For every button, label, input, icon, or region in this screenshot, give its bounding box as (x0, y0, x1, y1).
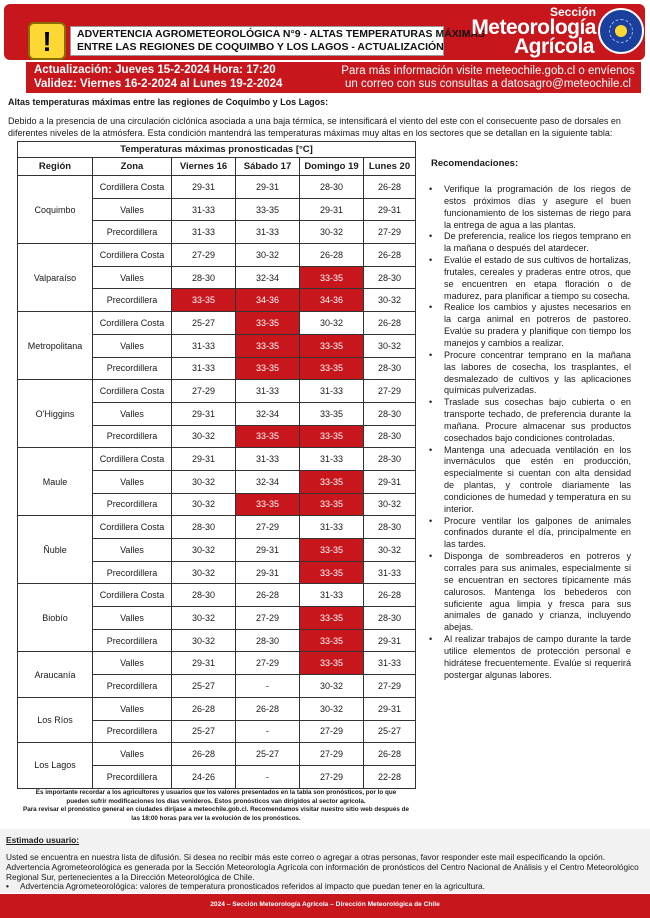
footer: 2024 – Sección Meteorología Agrícola – Dirección Meteorológica de Chile (0, 894, 650, 918)
temperature-cell: 33-35 (300, 425, 364, 448)
temperature-cell: 30-32 (172, 629, 236, 652)
temperature-cell: 27-29 (300, 743, 364, 766)
temperature-cell: 31-33 (300, 516, 364, 539)
recommendation-item: • Disponga de sombreaderos en potreros y corrales para sus animales, especialmente si se encuentran en sectores típicamente más calurosos. Mantenga los bebederos con suficiente agua limpia y fresca para sus animales de ganado y crianza, incluyendo abejas. (429, 551, 631, 633)
temperature-cell: 29-31 (364, 629, 416, 652)
temperature-cell: 27-29 (236, 607, 300, 630)
zone-cell: Valles (93, 198, 172, 221)
temperature-cell: 31-33 (300, 380, 364, 403)
bulletin-title (70, 26, 486, 56)
temperature-cell: 33-35 (300, 402, 364, 425)
temperature-cell: 30-32 (300, 675, 364, 698)
temperature-cell: 28-30 (364, 357, 416, 380)
intro-lead: Altas temperaturas máximas entre las regiones de Coquimbo y Los Lagos: (8, 97, 329, 107)
temperature-cell: 28-30 (172, 516, 236, 539)
recommendation-item: • Al realizar trabajos de campo durante la tarde utilice elementos de protección personal e hidrátese frecuentemente. Evalúe si requerirá postergar algunas labores. (429, 634, 631, 680)
zone-cell: Valles (93, 334, 172, 357)
warning-icon: ! (28, 22, 66, 60)
region-cell: Metropolitana (18, 312, 93, 380)
temperature-cell: 33-35 (300, 652, 364, 675)
temperature-cell: 33-35 (300, 357, 364, 380)
zone-cell: Precordillera (93, 289, 172, 312)
temperature-cell: 31-33 (172, 357, 236, 380)
temperature-cell: 29-31 (364, 198, 416, 221)
info-box (335, 62, 641, 93)
zone-cell: Cordillera Costa (93, 312, 172, 335)
temperature-cell: 27-29 (364, 380, 416, 403)
temperature-cell: 26-28 (364, 312, 416, 335)
temperature-cell: 30-32 (300, 221, 364, 244)
temperature-cell: 28-30 (172, 584, 236, 607)
temperature-cell: 28-30 (364, 425, 416, 448)
bullet-icon: • (429, 184, 433, 194)
temperature-cell: 28-30 (364, 607, 416, 630)
temperature-cell: 25-27 (172, 720, 236, 743)
temperature-cell: 29-31 (236, 561, 300, 584)
temperature-cell: 29-31 (172, 402, 236, 425)
recommendations-list (423, 184, 631, 681)
table-row (18, 584, 416, 607)
temperature-cell: 30-32 (172, 607, 236, 630)
temperature-cell: 30-32 (172, 539, 236, 562)
temperature-cell: 31-33 (236, 221, 300, 244)
bullet-icon: • (429, 397, 433, 408)
temperature-cell: 29-31 (172, 176, 236, 199)
temperature-cell: 26-28 (300, 244, 364, 267)
temperature-cell: 31-33 (236, 448, 300, 471)
definition-item: • Advertencia Agrometeorológica: valores de temperatura pronosticados referidos al impacto que puedan tener en la agricultura. (6, 881, 485, 891)
zone-cell: Valles (93, 743, 172, 766)
zone-cell: Precordillera (93, 221, 172, 244)
temperature-cell: 33-35 (300, 629, 364, 652)
seal-icon (598, 8, 644, 54)
zone-cell: Precordillera (93, 425, 172, 448)
temperature-cell: - (236, 675, 300, 698)
temperature-cell: 26-28 (172, 743, 236, 766)
zone-cell: Cordillera Costa (93, 584, 172, 607)
temperature-cell: 29-31 (300, 198, 364, 221)
user-notice-title: Estimado usuario: (6, 835, 80, 845)
zone-cell: Valles (93, 607, 172, 630)
temperature-cell: 33-35 (300, 334, 364, 357)
temperature-cell: 33-35 (236, 334, 300, 357)
validity-line: Validez: Viernes 16-2-2024 al Lunes 19-2-2024 (34, 77, 283, 90)
temperature-cell: 30-32 (364, 334, 416, 357)
temperature-cell: 30-32 (300, 697, 364, 720)
recommendation-item: • Procure concentrar temprano en la mañana las labores de cosecha, los trasplantes, el desmalezado de cultivos y las aplicaciones químicas pulverizadas. (429, 349, 631, 396)
title-line-2: ENTRE LAS REGIONES DE COQUIMBO Y LOS LAGOS - ACTUALIZACIÓN (77, 41, 444, 53)
zone-cell: Valles (93, 697, 172, 720)
temperature-cell: 33-35 (236, 198, 300, 221)
temperature-cell: 27-29 (172, 380, 236, 403)
table-body (18, 176, 416, 789)
zone-cell: Cordillera Costa (93, 448, 172, 471)
table-row (18, 176, 416, 199)
temperature-cell: 28-30 (300, 176, 364, 199)
temperature-cell: 31-33 (172, 334, 236, 357)
temperature-cell: - (236, 765, 300, 788)
recommendations-title: Recomendaciones: (431, 158, 519, 169)
col-header-day-2: Sábado 17 (236, 158, 300, 176)
temperature-table (17, 141, 416, 789)
temperature-cell: 26-28 (236, 584, 300, 607)
temperature-cell: 30-32 (172, 561, 236, 584)
recommendation-item: • Realice los cambios y ajustes necesarios en la carga animal en potreros de pastoreo. Evalúe su pradera y planifique con tiempo los manejos y cambios a realizar. (429, 302, 631, 348)
bullet-icon: • (429, 231, 433, 242)
bullet-icon: • (429, 444, 433, 455)
temperature-cell: 26-28 (172, 697, 236, 720)
zone-cell: Precordillera (93, 357, 172, 380)
temperature-cell: 33-35 (300, 266, 364, 289)
recommendation-item: • Evalúe el estado de sus cultivos de hortalizas, frutales, cereales y praderas entre otros, que se encuentren en etapa floración o de madurez, para planificar a tiempo su cosecha. (429, 255, 631, 301)
temperature-cell: 25-27 (172, 312, 236, 335)
temperature-cell: 28-30 (364, 266, 416, 289)
zone-cell: Cordillera Costa (93, 176, 172, 199)
table-row (18, 448, 416, 471)
zone-cell: Valles (93, 470, 172, 493)
table-note: Es importante recordar a los agricultores y usuarios que los valores presentados en la tabla son pronósticos, por lo que pueden sufrir modificaciones los días venideros. Estos pronósticos van dirigidos al sector agrícola. Para revisar el pronóstico general en ciudades diríjase a meteochile.gob.cl. Recomendamos visitar nuestro sitio web después de las 18:00 horas para ver la evolución de los pronósticos. (23, 789, 409, 822)
info-line-1: Para más información visite meteochile.gob.cl o envíenos (341, 65, 635, 77)
zone-cell: Precordillera (93, 493, 172, 516)
table-row (18, 652, 416, 675)
zone-cell: Valles (93, 652, 172, 675)
region-cell: O'Higgins (18, 380, 93, 448)
info-line-2: un correo con sus consultas a datosagro@meteochile.cl (345, 78, 631, 90)
bullet-icon: • (429, 349, 433, 360)
temperature-cell: 31-33 (300, 584, 364, 607)
table-row (18, 743, 416, 766)
temperature-cell: 28-30 (364, 448, 416, 471)
temperature-cell: 29-31 (236, 176, 300, 199)
temperature-cell: 26-28 (236, 697, 300, 720)
temperature-cell: 28-30 (364, 516, 416, 539)
temperature-cell: 30-32 (172, 493, 236, 516)
col-header-day-3: Domingo 19 (300, 158, 364, 176)
temperature-cell: 31-33 (364, 652, 416, 675)
zone-cell: Cordillera Costa (93, 380, 172, 403)
temperature-cell: 25-27 (172, 675, 236, 698)
table-row (18, 697, 416, 720)
temperature-cell: 27-29 (236, 652, 300, 675)
temperature-cell: 32-34 (236, 266, 300, 289)
table-caption: Temperaturas máximas pronosticadas [°C] (18, 142, 416, 158)
temperature-cell: 27-29 (236, 516, 300, 539)
table-row (18, 312, 416, 335)
temperature-cell: 33-35 (236, 312, 300, 335)
temperature-cell: 29-31 (172, 448, 236, 471)
zone-cell: Precordillera (93, 629, 172, 652)
table-row (18, 380, 416, 403)
temperature-cell: 33-35 (300, 470, 364, 493)
temperature-cell: 25-27 (236, 743, 300, 766)
recommendation-item: • Procure ventilar los galpones de animales confinados durante el día, principalmente en las tardes. (429, 515, 631, 550)
region-cell: Valparaíso (18, 244, 93, 312)
temperature-cell: 26-28 (364, 176, 416, 199)
temperature-cell: 28-30 (364, 402, 416, 425)
zone-cell: Cordillera Costa (93, 244, 172, 267)
temperature-cell: 31-33 (172, 221, 236, 244)
temperature-cell: 29-31 (364, 470, 416, 493)
zone-cell: Precordillera (93, 765, 172, 788)
table-row (18, 244, 416, 267)
zone-cell: Precordillera (93, 720, 172, 743)
temperature-cell: 32-34 (236, 402, 300, 425)
region-cell: Maule (18, 448, 93, 516)
recommendation-item: • De preferencia, realice los riegos temprano en la mañana o después del atardecer. (429, 231, 631, 254)
temperature-cell: 30-32 (364, 539, 416, 562)
col-header-day-4: Lunes 20 (364, 158, 416, 176)
recommendation-item: • Mantenga una adecuada ventilación en los invernáculos que estén en producción, especialmente si cuentan con alta densidad de plantas, y controle diariamente las condiciones de humedad y temperatura en su interior. (429, 444, 631, 514)
intro-paragraph: Debido a la presencia de una circulación ciclónica asociada a una baja térmica, se intensificará el viento del este con el consecuente paso de dorsales en diferentes niveles de la atmósfera. Esta condición mantendrá las temperaturas máximas muy altas en los sectores que se detallan en la siguiente tabla: (8, 116, 621, 138)
temperature-cell: 30-32 (236, 244, 300, 267)
title-line-1: ADVERTENCIA AGROMETEOROLÓGICA N°9 - ALTAS TEMPERATURAS MÁXIMAS (77, 28, 486, 40)
temperature-cell: 33-35 (300, 493, 364, 516)
bullet-icon: • (429, 255, 433, 266)
col-header-day-1: Viernes 16 (172, 158, 236, 176)
temperature-cell: - (236, 720, 300, 743)
bullet-icon: • (429, 515, 433, 526)
temperature-cell: 26-28 (364, 743, 416, 766)
recommendation-item: • Verifique la programación de los riegos de estos próximos días y asegure el buen funcionamiento de los sistemas de riego para la entrega de agua a las plantas. (429, 184, 631, 230)
region-cell: Los Ríos (18, 697, 93, 742)
temperature-cell: 25-27 (364, 720, 416, 743)
bullet-icon: • (429, 634, 433, 645)
bullet-icon: • (429, 551, 433, 562)
temperature-cell: 28-30 (236, 629, 300, 652)
temperature-cell: 27-29 (364, 675, 416, 698)
temperature-cell: 31-33 (300, 448, 364, 471)
temperature-cell: 32-34 (236, 470, 300, 493)
temperature-cell: 34-36 (300, 289, 364, 312)
table-row (18, 516, 416, 539)
temperature-cell: 24-26 (172, 765, 236, 788)
temperature-cell: 29-31 (364, 697, 416, 720)
update-box (26, 62, 342, 93)
zone-cell: Valles (93, 539, 172, 562)
temperature-cell: 26-28 (364, 244, 416, 267)
col-header-region: Región (18, 158, 93, 176)
temperature-cell: 33-35 (236, 493, 300, 516)
temperature-cell: 31-33 (364, 561, 416, 584)
temperature-cell: 33-35 (236, 357, 300, 380)
temperature-cell: 27-29 (172, 244, 236, 267)
temperature-cell: 30-32 (364, 493, 416, 516)
bullet-icon: • (429, 302, 433, 313)
temperature-cell: 30-32 (300, 312, 364, 335)
temperature-cell: 27-29 (300, 720, 364, 743)
temperature-cell: 29-31 (172, 652, 236, 675)
temperature-cell: 33-35 (236, 425, 300, 448)
temperature-cell: 26-28 (364, 584, 416, 607)
temperature-cell: 30-32 (172, 470, 236, 493)
region-cell: Ñuble (18, 516, 93, 584)
temperature-cell: 33-35 (300, 539, 364, 562)
temperature-cell: 28-30 (172, 266, 236, 289)
user-notice-text: Usted se encuentra en nuestra lista de difusión. Si desea no recibir más este correo o agregar a otras personas, favor responder este mail especificando la opción. Advertencia Agrometeorológica es generada por la Sección Meteorología Agrícola con información de pronósticos del Centro Nacional de Análisis y el Centro Meteorológico Regional Sur, pertenecientes a la Dirección Meteorológica de Chile. (6, 852, 639, 882)
zone-cell: Precordillera (93, 561, 172, 584)
region-cell: Coquimbo (18, 176, 93, 244)
region-cell: Los Lagos (18, 743, 93, 788)
temperature-cell: 27-29 (364, 221, 416, 244)
zone-cell: Valles (93, 266, 172, 289)
region-cell: Araucanía (18, 652, 93, 697)
temperature-cell: 29-31 (236, 539, 300, 562)
zone-cell: Precordillera (93, 675, 172, 698)
temperature-cell: 34-36 (236, 289, 300, 312)
temperature-cell: 33-35 (300, 607, 364, 630)
col-header-zone: Zona (93, 158, 172, 176)
temperature-cell: 22-28 (364, 765, 416, 788)
temperature-cell: 33-35 (172, 289, 236, 312)
temperature-cell: 30-32 (364, 289, 416, 312)
zone-cell: Cordillera Costa (93, 516, 172, 539)
temperature-cell: 30-32 (172, 425, 236, 448)
region-cell: Biobío (18, 584, 93, 652)
brand-logo: Sección Meteorología Agrícola (471, 5, 596, 58)
recommendation-item: • Traslade sus cosechas bajo cubierta o en transporte techado, de preferencia durante la mañana. Procure almacenar sus productos cosechados bajo condiciones controladas. (429, 397, 631, 443)
temperature-cell: 27-29 (300, 765, 364, 788)
zone-cell: Valles (93, 402, 172, 425)
temperature-cell: 31-33 (236, 380, 300, 403)
temperature-cell: 33-35 (300, 561, 364, 584)
update-line: Actualización: Jueves 15-2-2024 Hora: 17:20 (34, 64, 276, 76)
temperature-cell: 31-33 (172, 198, 236, 221)
